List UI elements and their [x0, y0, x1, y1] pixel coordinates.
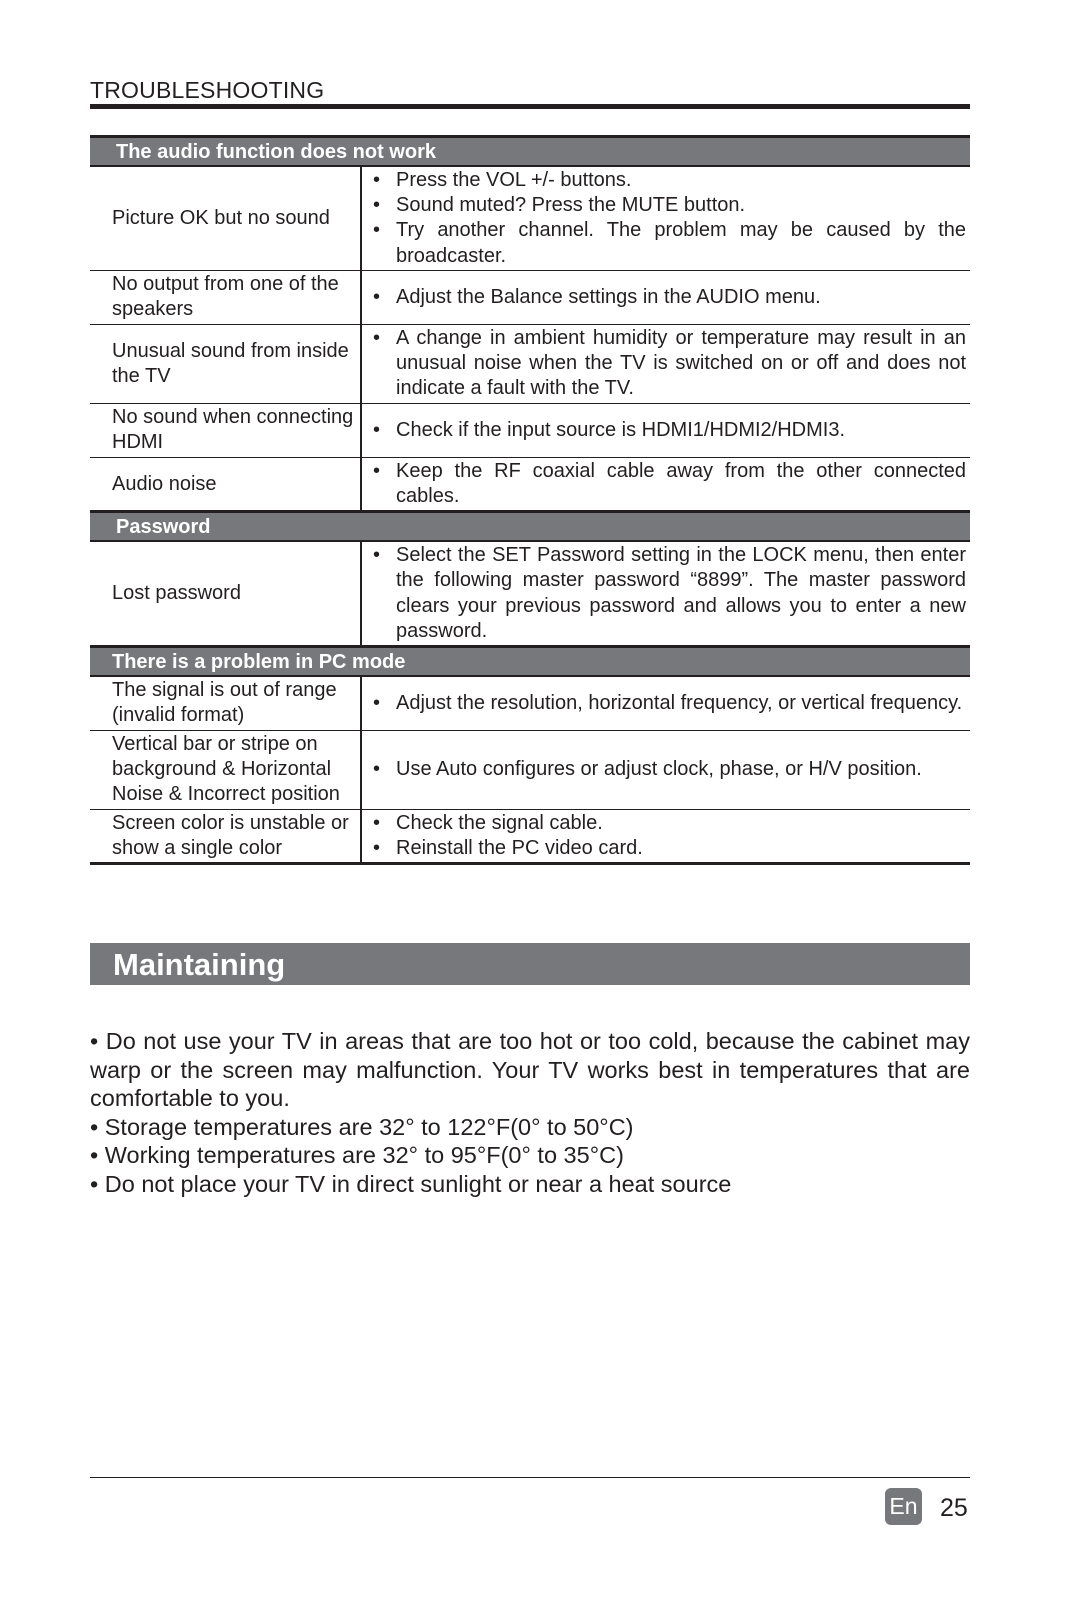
section-header-audio [90, 137, 970, 167]
footer-divider [90, 1477, 970, 1478]
solution-item: • Press the VOL +/- buttons. [362, 168, 966, 193]
solution-item: • A change in ambient humidity or temperature may result in an unusual noise when the TV is switched on or off and does not indicate a fault with the TV. [362, 326, 966, 402]
solution-item: • Adjust the Balance settings in the AUDIO menu. [362, 285, 966, 310]
solution-item: • Try another channel. The problem may be caused by the broadcaster. [362, 218, 966, 268]
section-title-pc-mode: There is a problem in PC mode [90, 647, 970, 677]
maintaining-item: • Working temperatures are 32° to 95°F(0° to 35°C) [90, 1142, 624, 1168]
troubleshooting-table [90, 135, 970, 865]
section-title-password: Password [90, 512, 970, 542]
solution-item: • Check the signal cable. [362, 811, 966, 836]
section-header-password [90, 512, 970, 542]
table-row [90, 403, 970, 457]
table-row [90, 676, 970, 730]
solution-item: • Check if the input source is HDMI1/HDMI2/HDMI3. [362, 418, 966, 443]
maintaining-item: • Do not place your TV in direct sunlight or near a heat source [90, 1170, 732, 1197]
issue-cell: Lost password [90, 541, 361, 646]
table-row [90, 457, 970, 511]
section-header-pc-mode [90, 647, 970, 677]
solution-cell [361, 809, 970, 863]
language-badge: En [885, 1488, 922, 1525]
page-heading: TROUBLESHOOTING [90, 78, 970, 109]
solution-cell [361, 541, 970, 646]
table-row [90, 541, 970, 646]
issue-cell: The signal is out of range (invalid format) [90, 676, 361, 730]
page-number: 25 [940, 1494, 968, 1522]
issue-cell: Audio noise [90, 457, 361, 511]
solution-cell [361, 457, 970, 511]
issue-cell: Unusual sound from inside the TV [90, 324, 361, 403]
table-row [90, 324, 970, 403]
solution-item: • Use Auto configures or adjust clock, phase, or H/V position. [362, 757, 966, 782]
issue-cell: Vertical bar or stripe on background & Horizontal Noise & Incorrect position [90, 730, 361, 809]
maintaining-heading: Maintaining [90, 943, 970, 985]
solution-item: • Keep the RF coaxial cable away from the other connected cables. [362, 459, 966, 509]
solution-item: • Reinstall the PC video card. [362, 836, 966, 861]
issue-cell: Screen color is unstable or show a single color [90, 809, 361, 863]
table-row [90, 166, 970, 270]
maintaining-item: • Do not use your TV in areas that are too hot or too cold, because the cabinet may warp or the screen may malfunction. Your TV works best in temperatures that are comfortable to you. [90, 1028, 970, 1111]
solution-item: • Adjust the resolution, horizontal frequency, or vertical frequency. [362, 691, 966, 716]
table-row [90, 270, 970, 324]
solution-item: • Sound muted? Press the MUTE button. [362, 193, 966, 218]
table-row [90, 730, 970, 809]
issue-cell: No output from one of the speakers [90, 270, 361, 324]
solution-cell [361, 270, 970, 324]
solution-cell [361, 403, 970, 457]
section-title-audio: The audio function does not work [90, 137, 970, 167]
solution-cell [361, 676, 970, 730]
solution-cell [361, 730, 970, 809]
issue-cell: Picture OK but no sound [90, 166, 361, 270]
issue-cell: No sound when connecting HDMI [90, 403, 361, 457]
solution-cell [361, 324, 970, 403]
maintaining-item: • Storage temperatures are 32° to 122°F(0° to 50°C) [90, 1113, 634, 1140]
solution-item: • Select the SET Password setting in the LOCK menu, then enter the following master password “8899”. The master password clears your previous password and allows you to enter a new password. [362, 543, 966, 644]
maintaining-body [90, 1027, 970, 1198]
table-row [90, 809, 970, 863]
solution-cell [361, 166, 970, 270]
